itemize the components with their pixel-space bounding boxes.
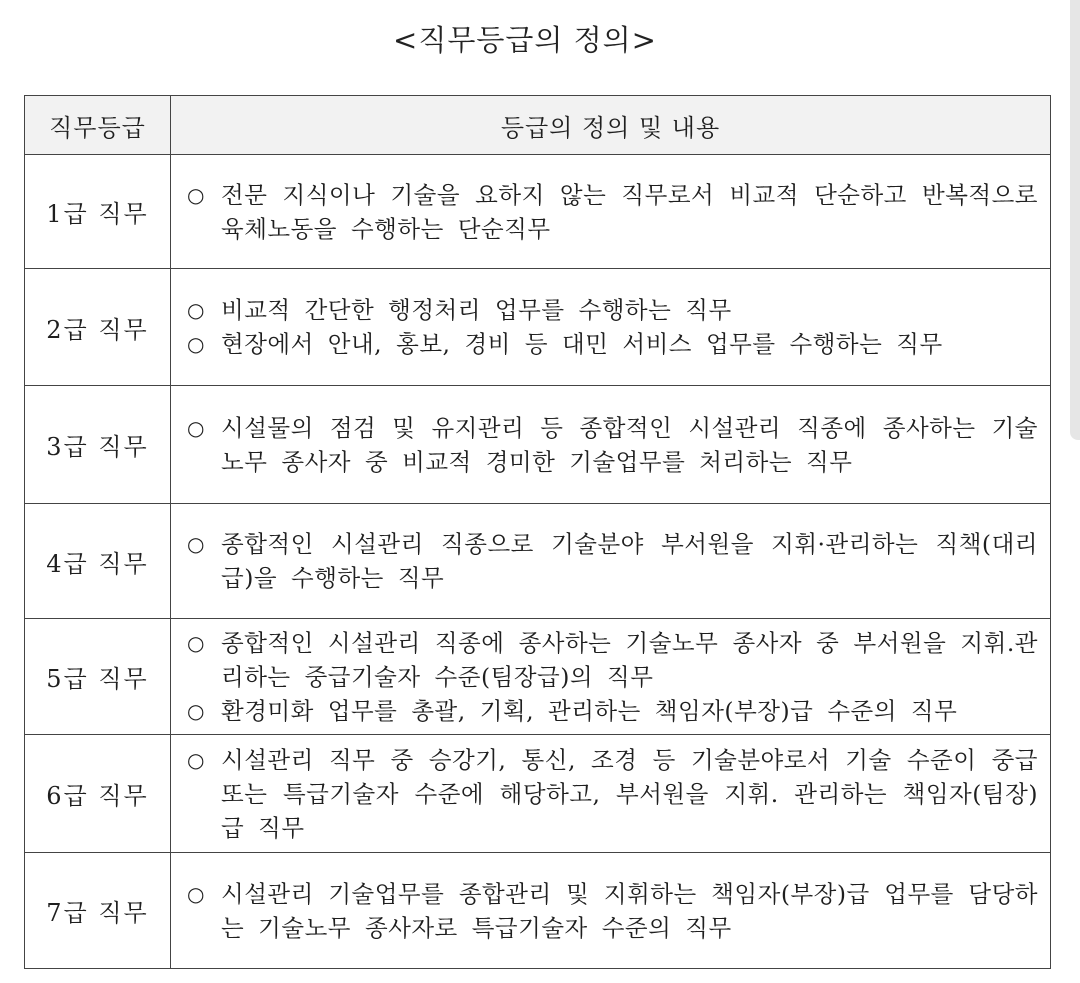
definition-item xyxy=(187,327,1038,361)
definition-cell xyxy=(171,619,1051,735)
bullet-icon: ○ xyxy=(187,415,205,440)
definition-cell xyxy=(171,269,1051,386)
bullet-icon: ○ xyxy=(187,630,205,655)
definition-item xyxy=(187,694,1038,728)
grade-label: 1급 직무 xyxy=(25,155,171,269)
job-grade-table xyxy=(24,95,1051,969)
grade-label: 6급 직무 xyxy=(25,735,171,853)
table-row xyxy=(25,269,1051,386)
bullet-icon: ○ xyxy=(187,532,205,556)
table-row xyxy=(25,504,1051,619)
table-header-row xyxy=(25,96,1051,155)
definition-text: 종합적인 시설관리 직종으로 기술분야 부서원을 지휘·관리하는 직책(대리급)을 수행하는 직무 xyxy=(221,530,1038,592)
definition-cell xyxy=(171,735,1051,853)
bullet-icon: ○ xyxy=(187,881,205,906)
definition-text: 현장에서 안내, 홍보, 경비 등 대민 서비스 업무를 수행하는 직무 xyxy=(221,330,943,358)
definition-item xyxy=(187,411,1038,479)
definition-item xyxy=(187,178,1038,246)
grade-label: 7급 직무 xyxy=(25,853,171,969)
table-row xyxy=(25,735,1051,853)
table-row xyxy=(25,386,1051,504)
page-title: <직무등급의 정의> xyxy=(393,23,657,57)
definition-item xyxy=(187,877,1038,945)
definition-cell xyxy=(171,504,1051,619)
grade-label: 5급 직무 xyxy=(25,619,171,735)
table-row xyxy=(25,155,1051,269)
bullet-icon: ○ xyxy=(187,182,205,207)
definition-cell xyxy=(171,386,1051,504)
bullet-icon: ○ xyxy=(187,298,205,322)
bullet-icon: ○ xyxy=(187,747,205,772)
header-grade: 직무등급 xyxy=(25,96,171,155)
grade-label: 3급 직무 xyxy=(25,386,171,504)
definition-text: 종합적인 시설관리 직종에 종사하는 기술노무 종사자 중 부서원을 지휘.관리하는 중급기술자 수준(팀장급)의 직무 xyxy=(221,628,1038,691)
definition-cell xyxy=(171,853,1051,969)
grade-label: 2급 직무 xyxy=(25,269,171,386)
bullet-icon: ○ xyxy=(187,332,205,356)
definition-text: 환경미화 업무를 총괄, 기획, 관리하는 책임자(부장)급 수준의 직무 xyxy=(221,696,958,725)
definition-cell xyxy=(171,155,1051,269)
definition-item xyxy=(187,527,1038,595)
scrollbar[interactable] xyxy=(1070,0,1080,440)
definition-item xyxy=(187,293,1038,327)
header-definition: 등급의 정의 및 내용 xyxy=(171,96,1051,155)
grade-label: 4급 직무 xyxy=(25,504,171,619)
table-row xyxy=(25,853,1051,969)
table-row xyxy=(25,619,1051,735)
definition-text: 시설물의 점검 및 유지관리 등 종합적인 시설관리 직종에 종사하는 기술노무 종사자 중 비교적 경미한 기술업무를 처리하는 직무 xyxy=(221,413,1038,476)
definition-text: 전문 지식이나 기술을 요하지 않는 직무로서 비교적 단순하고 반복적으로 육체노동을 수행하는 단순직무 xyxy=(221,180,1038,243)
definition-text: 비교적 간단한 행정처리 업무를 수행하는 직무 xyxy=(221,296,732,324)
definition-item xyxy=(187,743,1038,845)
bullet-icon: ○ xyxy=(187,698,205,723)
definition-text: 시설관리 기술업무를 종합관리 및 지휘하는 책임자(부장)급 업무를 담당하는 기술노무 종사자로 특급기술자 수준의 직무 xyxy=(221,879,1038,942)
definition-item xyxy=(187,626,1038,694)
definition-text: 시설관리 직무 중 승강기, 통신, 조경 등 기술분야로서 기술 수준이 중급 또는 특급기술자 수준에 해당하고, 부서원을 지휘. 관리하는 책임자(팀장)급 직무 xyxy=(221,745,1038,842)
